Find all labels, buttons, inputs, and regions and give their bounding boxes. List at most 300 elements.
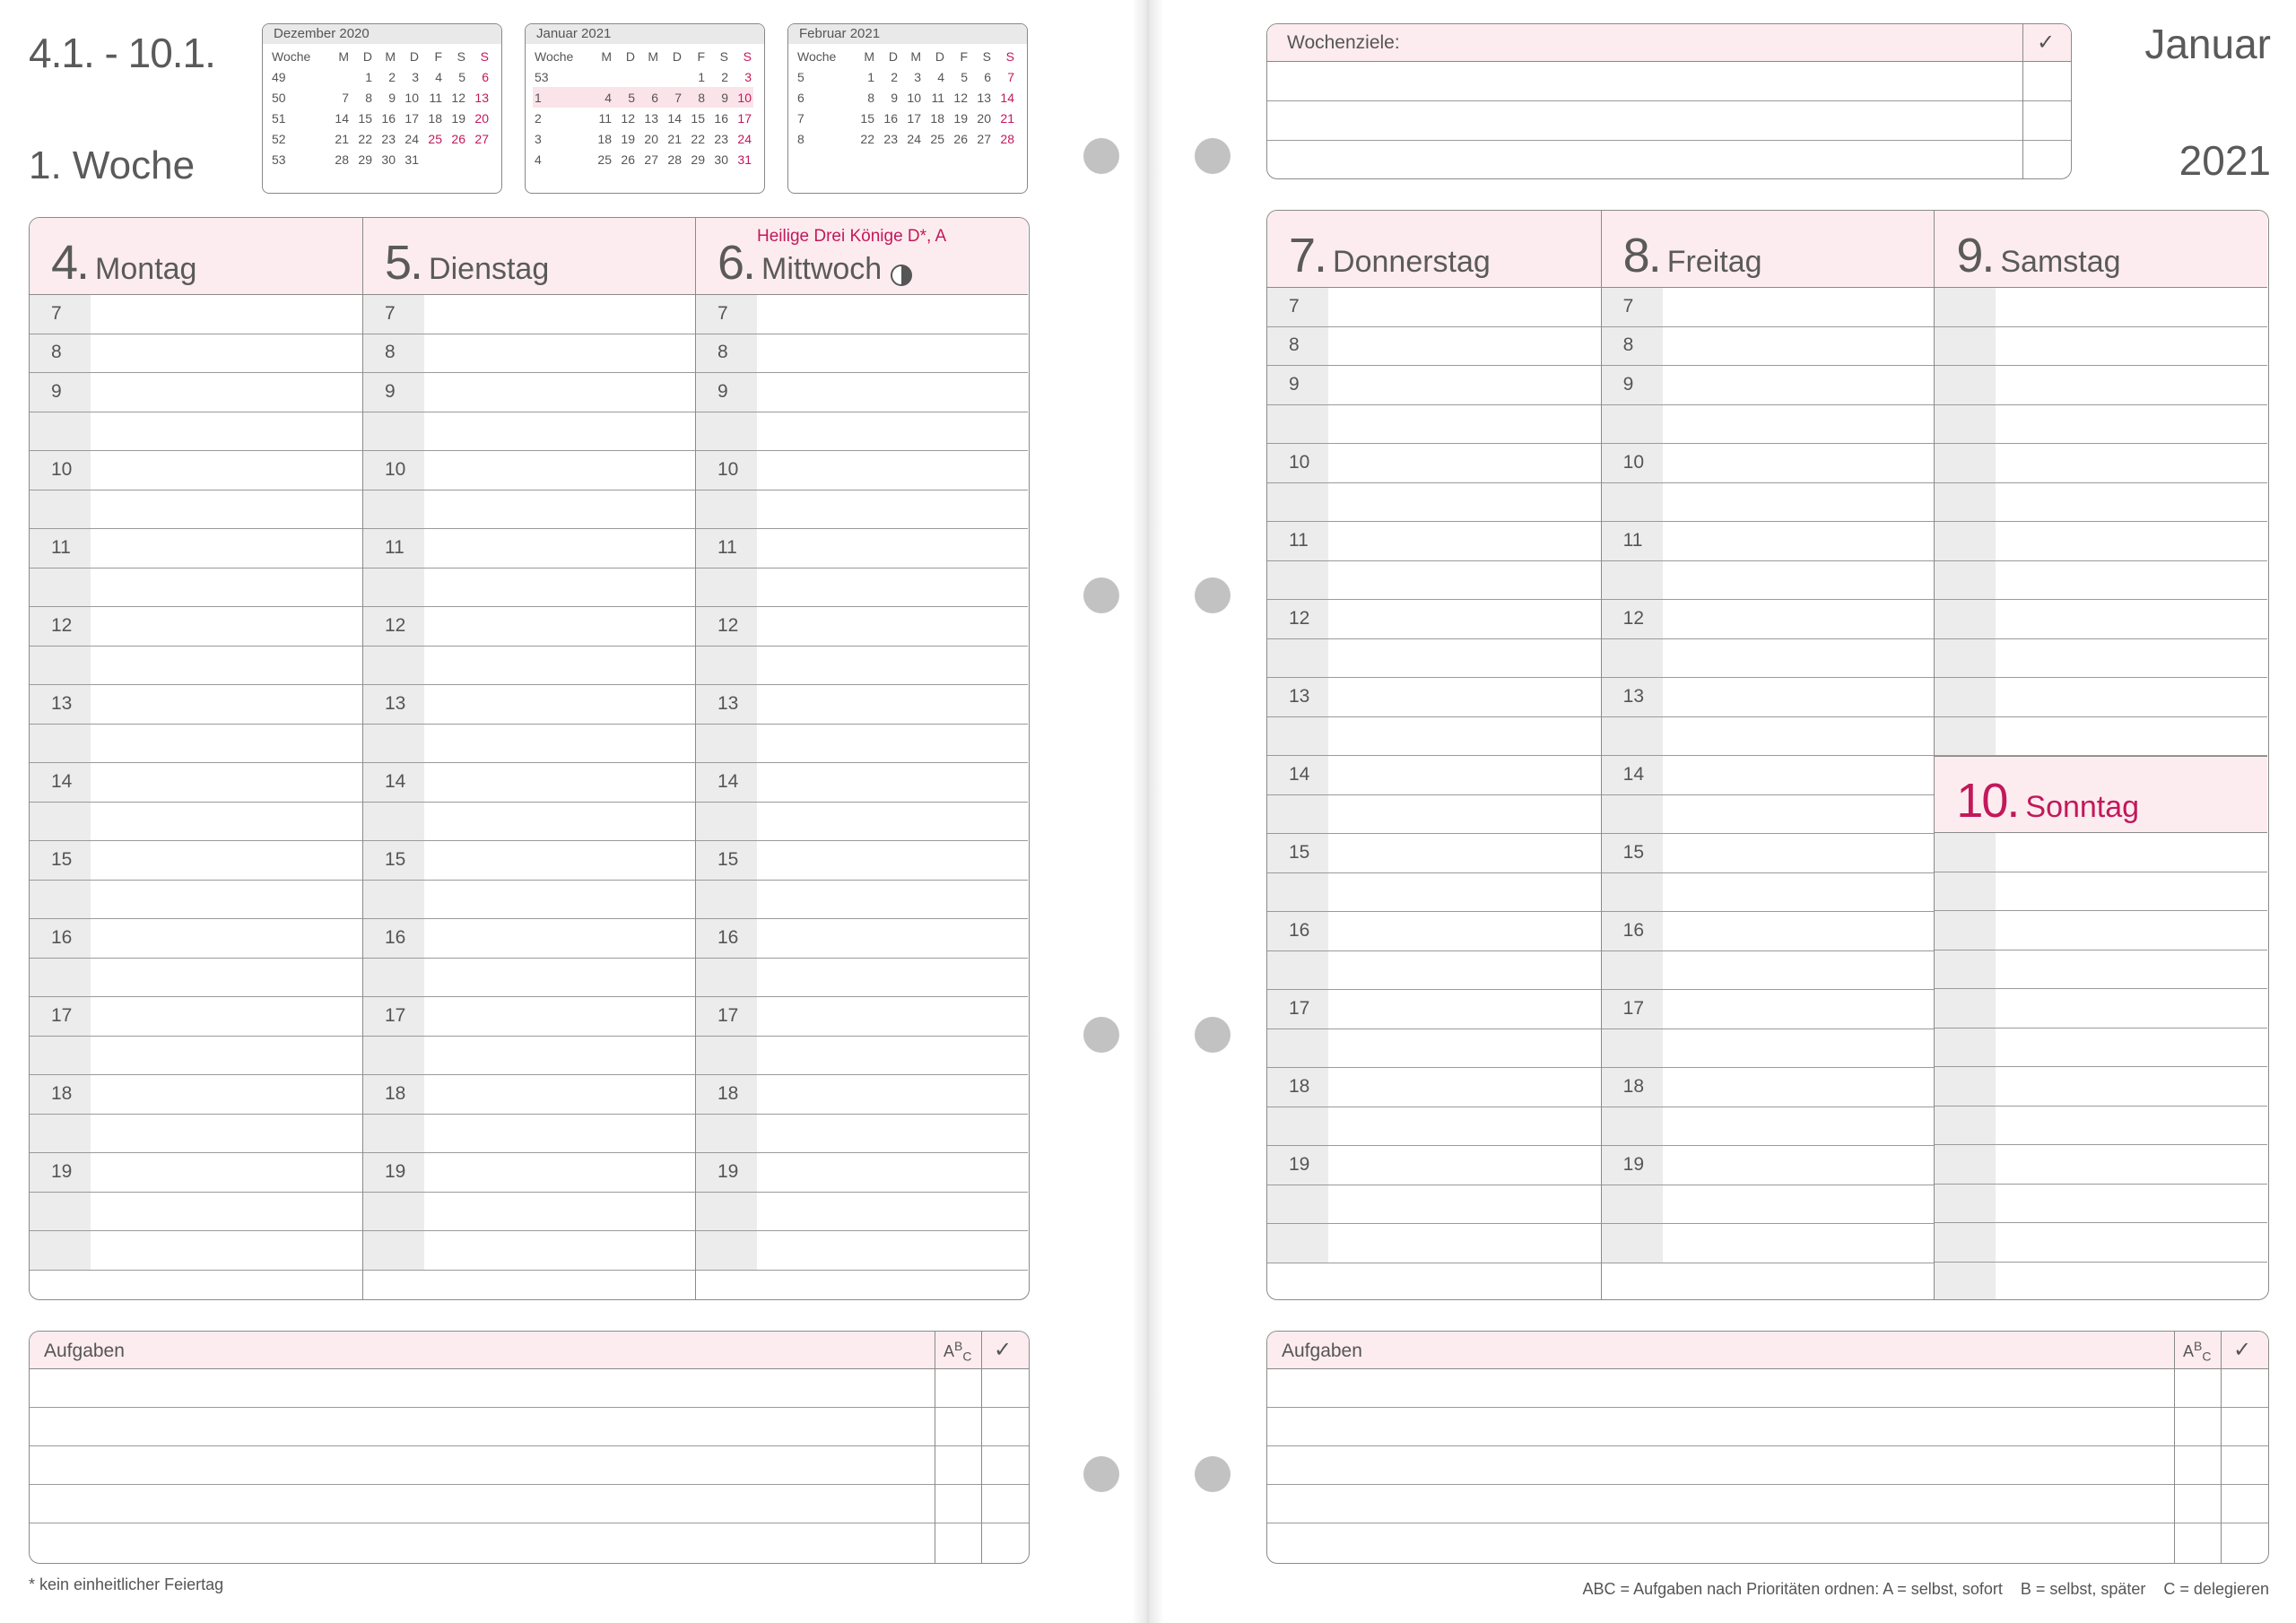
mini-calendar-day: 5 bbox=[961, 69, 968, 84]
time-slot[interactable] bbox=[363, 1037, 695, 1076]
time-gutter bbox=[1602, 1107, 1663, 1146]
mini-calendar-head: D bbox=[888, 48, 898, 64]
task-check-mark: ✓ bbox=[994, 1338, 1013, 1362]
time-slot[interactable] bbox=[363, 295, 695, 334]
goals-check-mark: ✓ bbox=[2037, 30, 2056, 55]
tasks-header bbox=[1267, 1332, 2268, 1369]
time-slot[interactable] bbox=[1267, 405, 1601, 445]
time-slot[interactable] bbox=[363, 1193, 695, 1232]
time-slot[interactable] bbox=[1267, 990, 1601, 1029]
time-gutter bbox=[30, 881, 91, 919]
time-slot[interactable] bbox=[1935, 989, 2267, 1028]
time-slot[interactable] bbox=[696, 1193, 1028, 1232]
time-slot[interactable] bbox=[363, 1075, 695, 1115]
mini-calendar-day: 23 bbox=[381, 131, 396, 146]
week-number: 4 bbox=[535, 152, 542, 167]
time-slot[interactable] bbox=[1602, 795, 1935, 835]
time-slot[interactable] bbox=[1267, 366, 1601, 405]
time-slot[interactable] bbox=[1602, 1068, 1935, 1107]
time-slot[interactable] bbox=[1602, 1029, 1935, 1069]
time-slot[interactable] bbox=[30, 1075, 362, 1115]
time-slot[interactable] bbox=[696, 803, 1028, 842]
mini-calendar-day: 6 bbox=[984, 69, 991, 84]
time-slot[interactable] bbox=[1267, 639, 1601, 679]
weekly-goals-label: Wochenziele: bbox=[1287, 32, 1400, 53]
time-slot[interactable] bbox=[1267, 678, 1601, 717]
time-slot[interactable] bbox=[1267, 912, 1601, 951]
hour-label: 11 bbox=[385, 536, 404, 558]
mini-calendar-table bbox=[796, 46, 1016, 149]
mini-calendar-day: 7 bbox=[1007, 69, 1014, 84]
time-slot[interactable] bbox=[1602, 678, 1935, 717]
mini-calendar-head: S bbox=[1005, 48, 1014, 64]
day-name: Donnerstag bbox=[1333, 245, 1491, 279]
mini-calendar-day: 22 bbox=[860, 131, 874, 146]
time-slot[interactable] bbox=[1935, 911, 2267, 950]
hour-label: 13 bbox=[1622, 685, 1645, 707]
time-gutter bbox=[1267, 1107, 1328, 1146]
time-gutter bbox=[1935, 1067, 1996, 1106]
time-slot[interactable] bbox=[696, 685, 1028, 725]
mini-calendar-day: 13 bbox=[644, 110, 658, 126]
time-slot[interactable] bbox=[30, 763, 362, 803]
time-slot[interactable] bbox=[1935, 1185, 2267, 1224]
mini-calendar-day: 19 bbox=[621, 131, 635, 146]
time-slot[interactable] bbox=[363, 412, 695, 452]
month-label: Januar bbox=[2144, 21, 2271, 67]
time-slot[interactable] bbox=[1602, 561, 1935, 601]
mini-calendar-title: Februar 2021 bbox=[788, 24, 1027, 44]
mini-calendar-day: 28 bbox=[335, 152, 349, 167]
time-slot[interactable] bbox=[1935, 1223, 2267, 1263]
time-gutter bbox=[1602, 405, 1663, 444]
time-slot[interactable] bbox=[363, 1231, 695, 1271]
date-range: 4.1. - 10.1. bbox=[29, 30, 215, 76]
time-gutter bbox=[30, 1037, 91, 1075]
time-slot[interactable] bbox=[363, 451, 695, 490]
time-slot[interactable] bbox=[1935, 872, 2267, 912]
mini-calendar-head: S bbox=[982, 48, 991, 64]
time-slot[interactable] bbox=[696, 1115, 1028, 1154]
time-gutter bbox=[1267, 639, 1328, 678]
mini-calendar-day: 22 bbox=[358, 131, 372, 146]
time-slot[interactable] bbox=[30, 803, 362, 842]
mini-calendar-title: Januar 2021 bbox=[526, 24, 764, 44]
time-gutter bbox=[1935, 600, 1996, 638]
time-slot[interactable] bbox=[1267, 873, 1601, 913]
time-slot[interactable] bbox=[30, 1115, 362, 1154]
time-slot[interactable] bbox=[1935, 1263, 2267, 1301]
day-column bbox=[1267, 211, 1601, 1299]
time-slot[interactable] bbox=[1935, 600, 2267, 639]
time-slot[interactable] bbox=[1935, 1145, 2267, 1185]
time-slot[interactable] bbox=[1602, 405, 1935, 445]
hour-label: 16 bbox=[1289, 919, 1310, 941]
mini-calendar-day: 5 bbox=[613, 87, 637, 108]
mini-calendar-head: D bbox=[409, 48, 419, 64]
mini-calendar-day: 25 bbox=[597, 152, 612, 167]
time-slot[interactable] bbox=[696, 725, 1028, 764]
mini-calendar-day bbox=[444, 149, 467, 169]
time-slot[interactable] bbox=[1267, 522, 1601, 561]
time-slot[interactable] bbox=[1602, 1146, 1935, 1185]
time-slot[interactable] bbox=[1602, 327, 1935, 367]
time-gutter bbox=[363, 490, 424, 529]
time-gutter bbox=[1935, 950, 1996, 989]
task-line[interactable] bbox=[30, 1446, 1029, 1485]
mini-calendar-day: 29 bbox=[691, 152, 705, 167]
time-slot[interactable] bbox=[30, 490, 362, 530]
time-slot[interactable] bbox=[30, 725, 362, 764]
goal-line[interactable] bbox=[1267, 62, 2071, 101]
day-header bbox=[1267, 211, 1601, 288]
time-slot[interactable] bbox=[30, 1193, 362, 1232]
hour-label: 15 bbox=[1622, 841, 1645, 863]
mini-calendar-day: 18 bbox=[930, 110, 944, 126]
time-slot[interactable] bbox=[1602, 717, 1935, 757]
time-slot[interactable] bbox=[696, 568, 1028, 608]
mini-calendar-day: 20 bbox=[474, 110, 489, 126]
hour-label: 11 bbox=[1622, 529, 1643, 551]
time-gutter bbox=[696, 725, 757, 763]
hour-label: 10 bbox=[1622, 451, 1645, 473]
hour-label: 12 bbox=[51, 614, 73, 636]
task-line[interactable] bbox=[30, 1369, 1029, 1408]
time-gutter bbox=[30, 803, 91, 841]
time-slot[interactable] bbox=[1267, 483, 1601, 523]
time-slot[interactable] bbox=[696, 763, 1028, 803]
time-slot[interactable] bbox=[363, 803, 695, 842]
time-slot[interactable] bbox=[363, 959, 695, 998]
time-slot[interactable] bbox=[363, 1153, 695, 1193]
time-slot[interactable] bbox=[30, 373, 362, 412]
hour-label: 15 bbox=[1289, 841, 1310, 863]
time-gutter bbox=[30, 1231, 91, 1270]
time-slot[interactable] bbox=[363, 490, 695, 530]
mini-calendar-day bbox=[590, 66, 613, 87]
time-slot[interactable] bbox=[363, 529, 695, 568]
time-gutter bbox=[1602, 639, 1663, 678]
time-slot[interactable] bbox=[1267, 951, 1601, 991]
time-slot[interactable] bbox=[1935, 950, 2267, 990]
time-gutter bbox=[696, 1037, 757, 1075]
sunday-title bbox=[1956, 773, 2139, 829]
hour-label: 14 bbox=[718, 770, 739, 792]
year-label: 2021 bbox=[2179, 137, 2271, 184]
hour-label: 11 bbox=[718, 536, 737, 558]
time-gutter bbox=[363, 568, 424, 607]
time-slot[interactable] bbox=[1602, 288, 1935, 327]
time-slot[interactable] bbox=[1602, 1224, 1935, 1263]
mini-calendar-day: 26 bbox=[953, 131, 968, 146]
time-slot[interactable] bbox=[1602, 639, 1935, 679]
time-slot[interactable] bbox=[30, 919, 362, 959]
time-slot[interactable] bbox=[30, 1153, 362, 1193]
mini-calendar-head: M bbox=[601, 48, 612, 64]
mini-calendar-day: 17 bbox=[737, 110, 752, 126]
mini-calendar-head: M bbox=[864, 48, 874, 64]
time-slot[interactable] bbox=[1602, 756, 1935, 795]
time-slot[interactable] bbox=[30, 1037, 362, 1076]
mini-calendar-title: Dezember 2020 bbox=[263, 24, 501, 44]
time-slot[interactable] bbox=[696, 607, 1028, 647]
time-slot[interactable] bbox=[363, 647, 695, 686]
time-slot[interactable] bbox=[30, 412, 362, 452]
time-slot[interactable] bbox=[696, 647, 1028, 686]
mini-calendar-day: 16 bbox=[883, 110, 898, 126]
mini-calendar-day: 7 bbox=[342, 90, 349, 105]
time-slot[interactable] bbox=[1267, 1185, 1601, 1225]
time-slot[interactable] bbox=[363, 763, 695, 803]
mini-calendar-day: 14 bbox=[1000, 90, 1014, 105]
time-gutter bbox=[30, 959, 91, 997]
time-slot[interactable] bbox=[1602, 366, 1935, 405]
time-slot[interactable] bbox=[1935, 522, 2267, 561]
punch-hole bbox=[1195, 138, 1231, 174]
task-line[interactable] bbox=[1267, 1369, 2268, 1408]
mini-calendar-day: 18 bbox=[428, 110, 442, 126]
mini-calendar-day: 4 bbox=[937, 69, 944, 84]
time-slot[interactable] bbox=[1267, 561, 1601, 601]
mini-calendar-day: 25 bbox=[428, 131, 442, 146]
time-slot[interactable] bbox=[30, 295, 362, 334]
time-slot[interactable] bbox=[1935, 288, 2267, 327]
time-slot[interactable] bbox=[363, 1115, 695, 1154]
time-slot[interactable] bbox=[30, 529, 362, 568]
check-divider bbox=[2221, 1332, 2222, 1563]
mini-calendar-day: 12 bbox=[621, 110, 635, 126]
time-slot[interactable] bbox=[363, 373, 695, 412]
hour-label: 15 bbox=[385, 848, 406, 870]
time-slot[interactable] bbox=[30, 685, 362, 725]
time-slot[interactable] bbox=[1602, 873, 1935, 913]
time-slot[interactable] bbox=[30, 607, 362, 647]
mini-calendar-day: 20 bbox=[977, 110, 991, 126]
time-slot[interactable] bbox=[30, 959, 362, 998]
task-line[interactable] bbox=[1267, 1485, 2268, 1523]
time-slot[interactable] bbox=[1267, 717, 1601, 757]
time-slot[interactable] bbox=[1935, 1028, 2267, 1068]
mini-calendar-day: 7 bbox=[660, 87, 683, 108]
time-slot[interactable] bbox=[696, 1153, 1028, 1193]
week-number: 3 bbox=[535, 131, 542, 146]
time-gutter bbox=[1935, 717, 1996, 756]
mini-calendar-head: D bbox=[935, 48, 944, 64]
time-slot[interactable] bbox=[363, 725, 695, 764]
day-name: Mittwoch bbox=[761, 252, 883, 286]
time-slot[interactable] bbox=[1267, 327, 1601, 367]
time-slot[interactable] bbox=[1267, 1224, 1601, 1263]
mini-calendar-day: 11 bbox=[598, 110, 612, 126]
time-slot[interactable] bbox=[1935, 1107, 2267, 1146]
mini-calendar-day: 18 bbox=[597, 131, 612, 146]
mini-calendar-day: 28 bbox=[1000, 131, 1014, 146]
time-slot[interactable] bbox=[1935, 1067, 2267, 1107]
week-number: 2 bbox=[535, 110, 542, 126]
time-slot[interactable] bbox=[696, 451, 1028, 490]
mini-calendar-day: 9 bbox=[891, 90, 898, 105]
time-gutter bbox=[1602, 873, 1663, 912]
hour-label: 14 bbox=[51, 770, 73, 792]
mini-calendar-day: 11 bbox=[931, 90, 944, 105]
mini-calendar-day: 23 bbox=[883, 131, 898, 146]
time-slot[interactable] bbox=[696, 529, 1028, 568]
mini-calendar-day: 15 bbox=[860, 110, 874, 126]
time-gutter bbox=[1267, 717, 1328, 756]
time-slot[interactable] bbox=[696, 373, 1028, 412]
hour-label: 14 bbox=[385, 770, 406, 792]
day-title bbox=[385, 235, 549, 291]
time-slot[interactable] bbox=[1935, 833, 2267, 872]
time-slot[interactable] bbox=[363, 568, 695, 608]
mini-calendar-day: 29 bbox=[358, 152, 372, 167]
time-slot[interactable] bbox=[1602, 912, 1935, 951]
mini-calendar-head: D bbox=[625, 48, 635, 64]
task-line[interactable] bbox=[30, 1485, 1029, 1523]
punch-hole bbox=[1083, 577, 1119, 613]
time-slot[interactable] bbox=[363, 881, 695, 920]
mini-calendar-day: 2 bbox=[721, 69, 728, 84]
time-slot[interactable] bbox=[1935, 327, 2267, 367]
tasks-label: Aufgaben bbox=[44, 1341, 125, 1361]
time-gutter bbox=[30, 412, 91, 451]
time-gutter bbox=[1935, 911, 1996, 950]
time-slot[interactable] bbox=[30, 841, 362, 881]
hour-label: 13 bbox=[51, 692, 73, 714]
time-slot[interactable] bbox=[1267, 444, 1601, 483]
time-slot[interactable] bbox=[1267, 600, 1601, 639]
hour-label: 11 bbox=[51, 536, 71, 558]
hour-label: 18 bbox=[1622, 1075, 1645, 1097]
punch-hole bbox=[1195, 577, 1231, 613]
hour-label: 15 bbox=[51, 848, 73, 870]
time-slot[interactable] bbox=[363, 841, 695, 881]
time-slot[interactable] bbox=[696, 919, 1028, 959]
time-slot[interactable] bbox=[1602, 990, 1935, 1029]
time-slot[interactable] bbox=[30, 647, 362, 686]
time-slot[interactable] bbox=[696, 334, 1028, 374]
time-gutter bbox=[1935, 678, 1996, 716]
time-slot[interactable] bbox=[696, 959, 1028, 998]
hour-label: 9 bbox=[385, 380, 396, 402]
day-title bbox=[51, 235, 196, 291]
hour-label: 12 bbox=[1289, 607, 1310, 629]
time-slot[interactable] bbox=[30, 568, 362, 608]
day-number: 8. bbox=[1622, 229, 1660, 282]
time-slot[interactable] bbox=[696, 881, 1028, 920]
time-slot[interactable] bbox=[363, 685, 695, 725]
time-slot[interactable] bbox=[696, 295, 1028, 334]
day-title bbox=[1956, 228, 2120, 283]
time-gutter bbox=[1602, 561, 1663, 600]
time-slot[interactable] bbox=[696, 997, 1028, 1037]
day-number: 4. bbox=[51, 236, 89, 290]
time-slot[interactable] bbox=[1602, 1185, 1935, 1225]
time-slot[interactable] bbox=[1602, 444, 1935, 483]
time-slot[interactable] bbox=[1935, 483, 2267, 523]
day-number: 7. bbox=[1289, 229, 1326, 282]
hour-label: 9 bbox=[1289, 373, 1300, 395]
time-slot[interactable] bbox=[1602, 951, 1935, 991]
time-slot[interactable] bbox=[30, 997, 362, 1037]
time-slot[interactable] bbox=[1935, 405, 2267, 445]
time-slot[interactable] bbox=[1267, 795, 1601, 835]
time-slot[interactable] bbox=[363, 334, 695, 374]
mini-calendar-day bbox=[660, 66, 683, 87]
day-header bbox=[363, 218, 695, 295]
time-slot[interactable] bbox=[30, 1231, 362, 1271]
task-line[interactable] bbox=[1267, 1446, 2268, 1485]
day-number: 10. bbox=[1956, 774, 2019, 828]
time-slot[interactable] bbox=[696, 1075, 1028, 1115]
time-slot[interactable] bbox=[1935, 717, 2267, 757]
time-slot[interactable] bbox=[1267, 1107, 1601, 1147]
time-slot[interactable] bbox=[1935, 561, 2267, 601]
time-slot[interactable] bbox=[1935, 366, 2267, 405]
time-slot[interactable] bbox=[1935, 678, 2267, 717]
time-gutter bbox=[1935, 1145, 1996, 1184]
hour-label: 16 bbox=[718, 926, 739, 948]
day-name: Samstag bbox=[2000, 245, 2121, 279]
tasks-box-left bbox=[29, 1331, 1030, 1564]
hour-label: 19 bbox=[51, 1160, 73, 1182]
time-slot[interactable] bbox=[363, 607, 695, 647]
time-slot[interactable] bbox=[1267, 1146, 1601, 1185]
time-slot[interactable] bbox=[30, 881, 362, 920]
time-slot[interactable] bbox=[30, 334, 362, 374]
time-gutter bbox=[1935, 561, 1996, 600]
goal-line[interactable] bbox=[1267, 101, 2071, 141]
time-slot[interactable] bbox=[30, 451, 362, 490]
time-slot[interactable] bbox=[696, 490, 1028, 530]
time-slot[interactable] bbox=[1267, 288, 1601, 327]
time-slot[interactable] bbox=[696, 1231, 1028, 1271]
time-slot[interactable] bbox=[363, 997, 695, 1037]
time-slot[interactable] bbox=[696, 841, 1028, 881]
time-slot[interactable] bbox=[1602, 600, 1935, 639]
mini-calendar-day: 15 bbox=[691, 110, 705, 126]
task-line[interactable] bbox=[30, 1408, 1029, 1446]
time-slot[interactable] bbox=[1602, 522, 1935, 561]
task-line[interactable] bbox=[1267, 1408, 2268, 1446]
time-slot[interactable] bbox=[1267, 1029, 1601, 1069]
time-slot[interactable] bbox=[1602, 834, 1935, 873]
time-gutter bbox=[1602, 1029, 1663, 1068]
time-slot[interactable] bbox=[1267, 1068, 1601, 1107]
time-slot[interactable] bbox=[1935, 444, 2267, 483]
time-slot[interactable] bbox=[1267, 756, 1601, 795]
mini-calendar-day: 2 bbox=[891, 69, 898, 84]
time-slot[interactable] bbox=[1267, 834, 1601, 873]
time-slot[interactable] bbox=[696, 1037, 1028, 1076]
mini-calendar-table bbox=[533, 46, 753, 169]
time-slot[interactable] bbox=[1935, 639, 2267, 679]
mini-calendar-day: 3 bbox=[412, 69, 419, 84]
time-slot[interactable] bbox=[1602, 483, 1935, 523]
time-slot[interactable] bbox=[1602, 1107, 1935, 1147]
time-slot[interactable] bbox=[696, 412, 1028, 452]
mini-calendar-day: 4 bbox=[435, 69, 442, 84]
punch-hole bbox=[1083, 1017, 1119, 1053]
time-slot[interactable] bbox=[363, 919, 695, 959]
hour-label: 9 bbox=[718, 380, 728, 402]
mini-calendar-day: 15 bbox=[358, 110, 372, 126]
mini-calendar-day: 1 bbox=[698, 69, 705, 84]
punch-hole bbox=[1195, 1456, 1231, 1492]
time-gutter bbox=[30, 1115, 91, 1153]
time-gutter bbox=[1935, 405, 1996, 444]
time-gutter bbox=[696, 1231, 757, 1270]
